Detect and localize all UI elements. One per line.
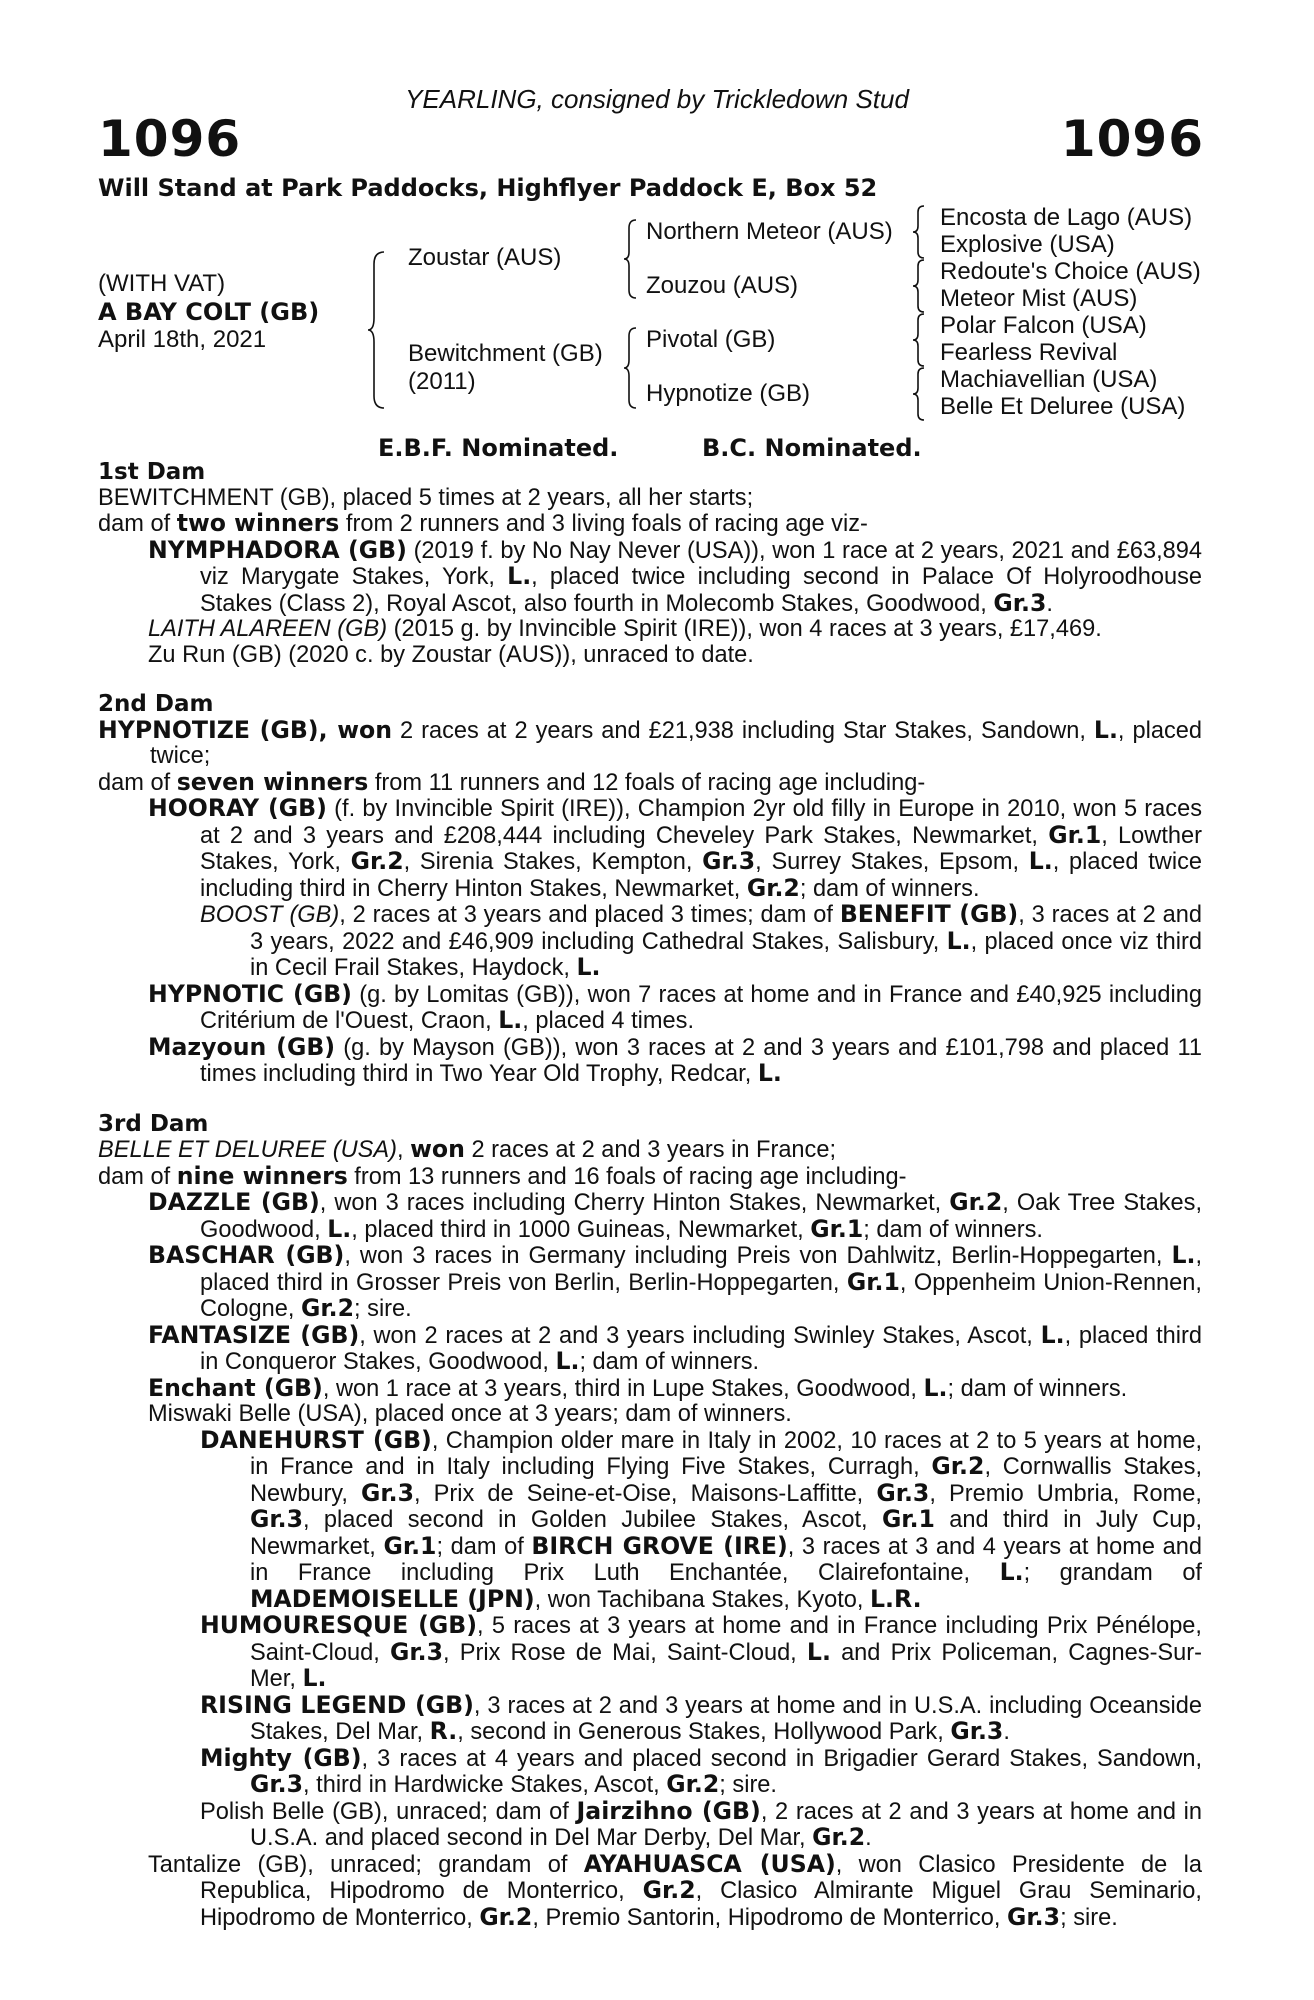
stabling-location: Will Stand at Park Paddocks, Highflyer Paddock E, Box 52 xyxy=(98,174,878,202)
third-dam-summary: BELLE ET DELUREE (USA), won 2 races at 2 and 3 years in France; xyxy=(98,1135,837,1163)
ancestor-2: Explosive (USA) xyxy=(940,231,1115,258)
sire-sire-name: Northern Meteor (AUS) xyxy=(646,218,893,245)
produce-entry: Miswaki Belle (USA), placed once at 3 years; dam of winners. xyxy=(148,1401,792,1427)
ancestor-6: Fearless Revival xyxy=(940,339,1118,366)
produce-entry: Enchant (GB), won 1 race at 3 years, third in Lupe Stakes, Goodwood, L.; dam of winners. xyxy=(148,1373,1128,1402)
pedigree-brace-g3a xyxy=(912,204,926,260)
dam-sire-name: Pivotal (GB) xyxy=(646,326,776,353)
ancestor-1: Encosta de Lago (AUS) xyxy=(940,204,1193,231)
horse-name: RISING LEGEND (GB) xyxy=(200,1690,474,1719)
produce-entry: BASCHAR (GB), won 3 races in Germany including Preis von Dahlwitz, Berlin-Hoppegarten, L., placed third in Grosser Preis von Berlin, Berlin-Hoppegarten, Gr.1, Oppenheim Union-Rennen, Cologne, Gr.2; sire. xyxy=(148,1241,1202,1322)
horse-name: LAITH ALAREEN (GB) xyxy=(148,616,388,642)
produce-entry: HYPNOTIC (GB) (g. by Lomitas (GB)), won 7 races at home and in France and £40,925 including Critérium de l'Ouest, Craon, L., placed 4 times. xyxy=(148,979,1203,1034)
produce-entry: Zu Run (GB) (2020 c. by Zoustar (AUS)), unraced to date. xyxy=(148,641,754,668)
horse-name: HUMOURESQUE (GB) xyxy=(200,1611,478,1639)
foaling-date: April 18th, 2021 xyxy=(98,326,267,353)
horse-name: BOOST (GB) xyxy=(200,902,340,928)
horse-name: NYMPHADORA (GB) xyxy=(148,535,407,564)
horse-name: DAZZLE (GB) xyxy=(148,1188,320,1216)
produce-entry: Tantalize (GB), unraced; grandam of AYAHUASCA (USA), won Clasico Presidente de la Republica, Hipodromo de Monterrico, Gr.2, Clasico Almirante Miguel Grau Seminario, Hipodromo de Monterrico, Gr.2, Premio Santorin, Hipodromo de Monterrico, Gr.3; sire. xyxy=(148,1849,1202,1931)
ancestor-7: Machiavellian (USA) xyxy=(940,366,1158,393)
produce-entry: Mazyoun (GB) (g. by Mayson (GB)), won 3 races at 2 and 3 years and £101,798 and placed 11 times including third in Two Year Old Trophy, Redcar, L. xyxy=(148,1032,1202,1087)
vat-note: (WITH VAT) xyxy=(98,270,226,297)
produce-entry: DANEHURST (GB), Champion older mare in Italy in 2002, 10 races at 2 to 5 years at home, in France and in Italy including Flying Five Stakes, Curragh, Gr.2, Cornwallis Stakes, Newbury, Gr.3, Prix de Seine-et-Oise, Maisons-Laffitte, Gr.3, Premio Umbria, Rome, Gr.3, placed second in Golden Jubilee Stakes, Ascot, Gr.1 and third in July Cup, Newmarket, Gr.1; dam of BIRCH GROVE (IRE), 3 races at 3 and 4 years at home and in France including Prix Luth Enchantée, Clairefontaine, L.; grandam of MADEMOISELLE (JPN), won Tachibana Stakes, Kyoto, L.R. xyxy=(200,1425,1203,1613)
pedigree-brace-dam xyxy=(622,326,638,410)
ancestor-5: Polar Falcon (USA) xyxy=(940,312,1147,339)
sire-name: Zoustar (AUS) xyxy=(408,244,562,271)
produce-entry: Mighty (GB), 3 races at 4 years and placed second in Brigadier Gerard Stakes, Sandown, Gr.3, third in Hardwicke Stakes, Ascot, Gr.2; sire. xyxy=(200,1743,1202,1798)
horse-name: FANTASIZE (GB) xyxy=(148,1320,360,1349)
dam-dam-name: Hypnotize (GB) xyxy=(646,380,811,407)
produce-entry: DAZZLE (GB), won 3 races including Cherry Hinton Stakes, Newmarket, Gr.2, Oak Tree Stakes, Goodwood, L., placed third in 1000 Guineas, Newmarket, Gr.1; dam of winners. xyxy=(148,1188,1202,1243)
produce-entry: LAITH ALAREEN (GB) (2015 g. by Invincible Spirit (IRE)), won 4 races at 3 years, £17,469. xyxy=(148,616,1102,642)
third-dam-heading: 3rd Dam xyxy=(98,1110,209,1137)
produce-entry: FANTASIZE (GB), won 2 races at 2 and 3 years including Swinley Stakes, Ascot, L., placed third in Conqueror Stakes, Goodwood, L.; dam of winners. xyxy=(148,1320,1202,1375)
produce-entry: HOORAY (GB) (f. by Invincible Spirit (IRE)), Champion 2yr old filly in Europe in 2010, won 5 races at 2 and 3 years and £208,444 including Cheveley Park Stakes, Newmarket, Gr.1, Lowther Stakes, York, Gr.2, Sirenia Stakes, Kempton, Gr.3, Surrey Stakes, Epsom, L., placed twice including third in Cherry Hinton Stakes, Newmarket, Gr.2; dam of winners. xyxy=(148,794,1203,902)
dam-produce-record xyxy=(98,460,1202,1931)
first-dam-summary: BEWITCHMENT (GB), placed 5 times at 2 years, all her starts; xyxy=(98,484,754,511)
horse-name: BASCHAR (GB) xyxy=(148,1241,345,1269)
horse-name: DANEHURST (GB) xyxy=(200,1425,432,1454)
ancestor-4: Meteor Mist (AUS) xyxy=(940,285,1138,312)
pedigree-brace-g3d xyxy=(912,366,926,422)
horse-name: HOORAY (GB) xyxy=(148,794,327,822)
ancestor-3: Redoute's Choice (AUS) xyxy=(940,258,1201,285)
ancestor-8: Belle Et Deluree (USA) xyxy=(940,393,1186,420)
lot-number-right: 1096 xyxy=(1060,110,1204,168)
horse-name: Mighty (GB) xyxy=(200,1743,362,1772)
pedigree-brace-sire xyxy=(622,218,638,300)
dam-name: Bewitchment (GB) xyxy=(408,340,603,367)
produce-entry: RISING LEGEND (GB), 3 races at 2 and 3 years at home and in U.S.A. including Oceanside Stakes, Del Mar, R., second in Generous Stakes, Hollywood Park, Gr.3. xyxy=(200,1690,1203,1745)
first-dam-heading: 1st Dam xyxy=(98,459,206,485)
dam-year: (2011) xyxy=(408,368,476,395)
horse-name: HYPNOTIC (GB) xyxy=(148,979,352,1008)
pedigree-brace-g3c xyxy=(912,312,926,368)
horse-name: Enchant (GB) xyxy=(148,1373,323,1402)
third-dam-produce-summary: dam of nine winners from 13 runners and 16 foals of racing age including- xyxy=(98,1161,907,1190)
produce-entry: BOOST (GB), 2 races at 3 years and placed 3 times; dam of BENEFIT (GB), 3 races at 2 and 3 years, 2022 and £46,909 including Cathedral Stakes, Salisbury, L., placed once viz third in Cecil Frail Stakes, Haydock, L. xyxy=(200,900,1203,981)
subject-name: A BAY COLT (GB) xyxy=(98,298,320,326)
ebf-nomination: E.B.F. Nominated. xyxy=(378,434,619,462)
horse-name: Mazyoun (GB) xyxy=(148,1032,336,1061)
produce-entry: NYMPHADORA (GB) (2019 f. by No Nay Never (USA)), won 1 race at 2 years, 2021 and £63,894 viz Marygate Stakes, York, L., placed twice including second in Palace Of Holyroodhouse Stakes (Class 2), Royal Ascot, also fourth in Molecomb Stakes, Goodwood, Gr.3. xyxy=(148,535,1203,617)
pedigree-brace-main xyxy=(366,250,388,410)
second-dam-summary: HYPNOTIZE (GB), won 2 races at 2 years and £21,938 including Star Stakes, Sandown, L., placed twice; xyxy=(98,715,1202,769)
lot-number-left: 1096 xyxy=(98,110,242,168)
second-dam-produce-summary: dam of seven winners from 11 runners and 12 foals of racing age including- xyxy=(98,767,926,796)
pedigree-brace-g3b xyxy=(912,258,926,314)
bc-nomination: B.C. Nominated. xyxy=(702,434,922,462)
produce-entry: HUMOURESQUE (GB), 5 races at 3 years at home and in France including Prix Pénélope, Saint-Cloud, Gr.3, Prix Rose de Mai, Saint-Cloud, L. and Prix Policeman, Cagnes-Sur-Mer, L. xyxy=(200,1611,1203,1692)
first-dam-produce-summary: dam of two winners from 2 runners and 3 living foals of racing age viz- xyxy=(98,509,868,537)
sire-dam-name: Zouzou (AUS) xyxy=(646,272,799,299)
produce-entry: Polish Belle (GB), unraced; dam of Jairzihno (GB), 2 races at 2 and 3 years at home and in U.S.A. and placed second in Del Mar Derby, Del Mar, Gr.2. xyxy=(200,1796,1202,1851)
second-dam-heading: 2nd Dam xyxy=(98,691,214,717)
consignor-line: YEARLING, consigned by Trickledown Stud xyxy=(405,84,909,114)
